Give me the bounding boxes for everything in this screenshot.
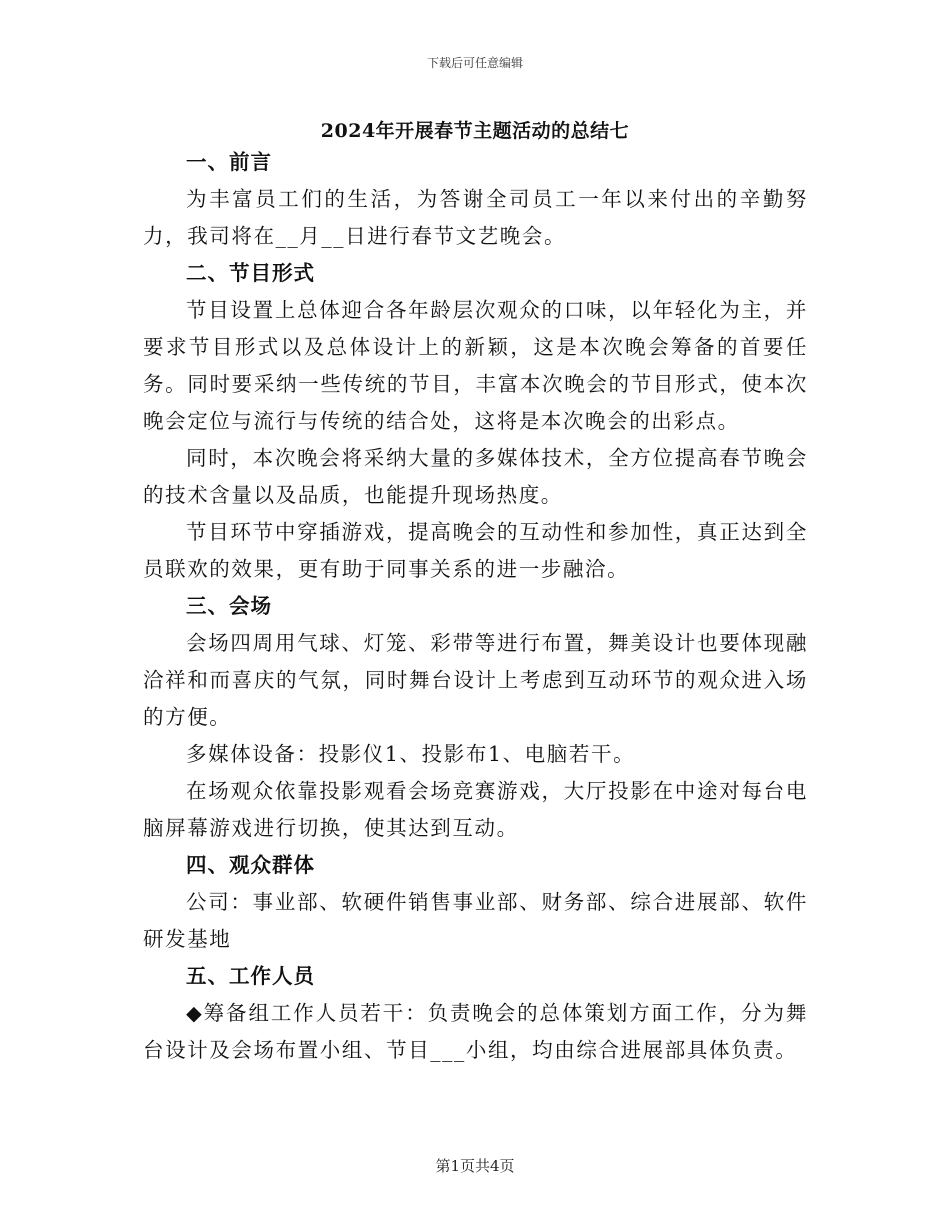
- paragraph-program-format-1: 节目设置上总体迎合各年龄层次观众的口味，以年轻化为主，并要求节目形式以及总体设计上的新颖，这是本次晚会筹备的首要任务。同时要采纳一些传统的节目，丰富本次晚会的节目形式，使本次晚会定位与流行与传统的结合处，这将是本次晚会的出彩点。: [143, 298, 808, 433]
- section-heading-audience: 四、观众群体: [186, 853, 315, 877]
- paragraph-venue-2: 多媒体设备：投影仪1、投影布1、电脑若干。: [186, 742, 636, 766]
- paragraph-staff: ◆筹备组工作人员若干：负责晚会的总体策划方面工作，分为舞台设计及会场布置小组、节目___小组，均由综合进展部具体负责。: [143, 1001, 808, 1062]
- section-heading-program-format: 二、节目形式: [186, 261, 315, 285]
- paragraph-venue-1: 会场四周用气球、灯笼、彩带等进行布置，舞美设计也要体现融洽祥和而喜庆的气氛，同时舞台设计上考虑到互动环节的观众进入场的方便。: [143, 631, 808, 729]
- paragraph-program-format-3: 节目环节中穿插游戏，提高晚会的互动性和参加性，真正达到全员联欢的效果，更有助于同事关系的进一步融洽。: [143, 520, 808, 581]
- paragraph-preface: 为丰富员工们的生活，为答谢全司员工一年以来付出的辛勤努力，我司将在__月__日进行春节文艺晚会。: [143, 187, 808, 248]
- paragraph-audience: 公司：事业部、软硬件销售事业部、财务部、综合进展部、软件研发基地: [143, 890, 808, 951]
- section-heading-preface: 一、前言: [186, 150, 272, 174]
- section-heading-venue: 三、会场: [186, 594, 272, 618]
- document-title: 2024年开展春节主题活动的总结七: [320, 120, 630, 142]
- document-body: [143, 144, 808, 1069]
- paragraph-program-format-2: 同时，本次晚会将采纳大量的多媒体技术，全方位提高春节晚会的技术含量以及品质，也能提升现场热度。: [143, 446, 808, 507]
- section-heading-staff: 五、工作人员: [186, 964, 315, 988]
- header-note: 下载后可任意编辑: [426, 56, 523, 70]
- paragraph-venue-3: 在场观众依靠投影观看会场竞赛游戏，大厅投影在中途对每台电脑屏幕游戏进行切换，使其达到互动。: [143, 779, 808, 840]
- page-footer: 第1页共4页: [435, 1157, 515, 1175]
